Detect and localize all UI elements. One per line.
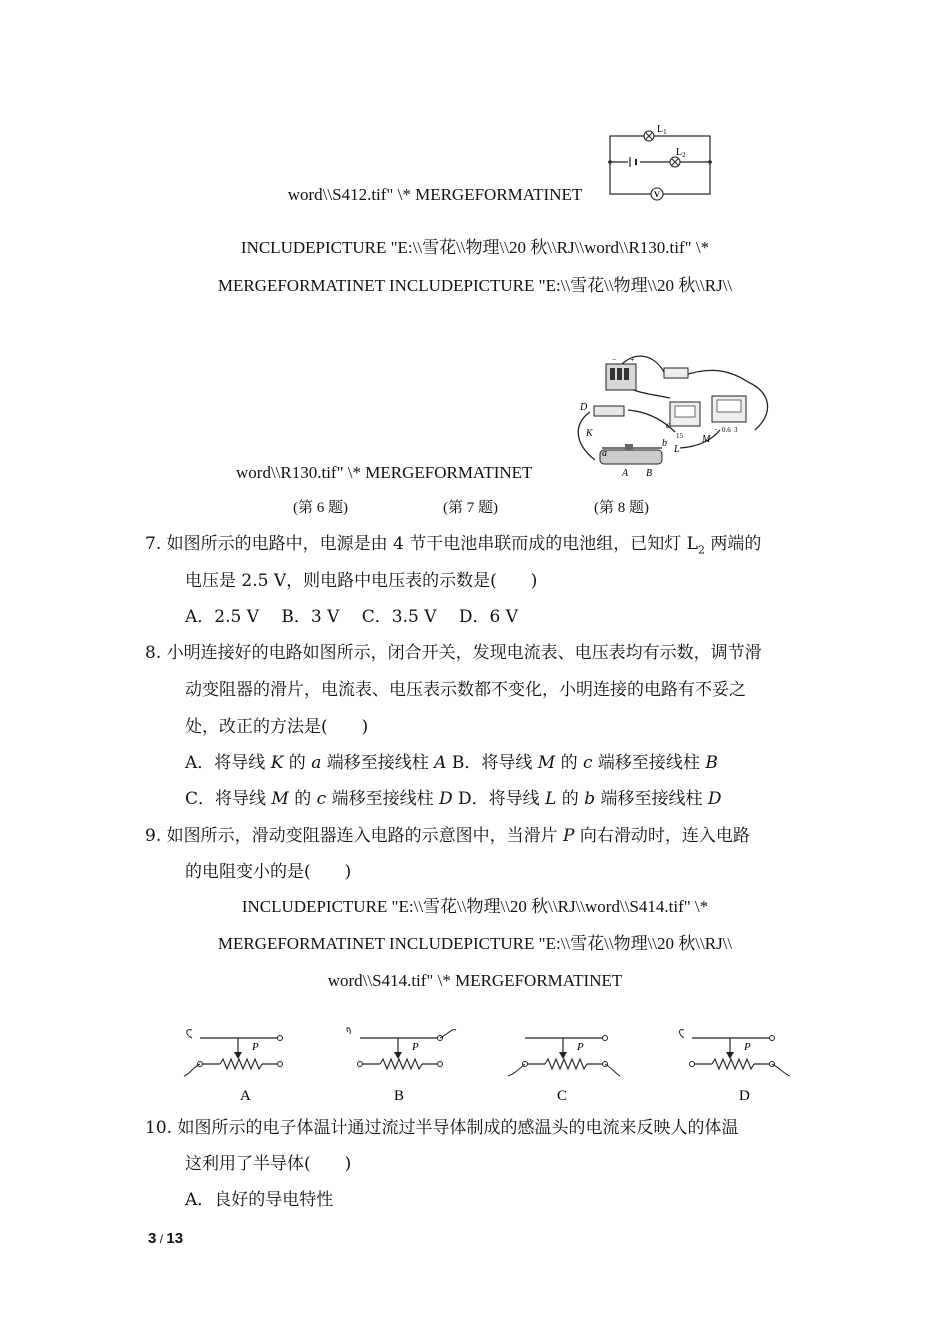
fig7-l2-label: $L_2$: [676, 147, 686, 159]
q10-stem-line-1: 10. 如图所示的电子体温计通过流过半导体制成的感温头的电流来反映人的体温: [145, 1118, 739, 1138]
rheostat-a-p: P: [252, 1041, 259, 1053]
rheostat-b: [347, 1028, 456, 1069]
q10-option-a: A．良好的导电特性: [185, 1190, 334, 1210]
rheostat-label-b: B: [394, 1088, 405, 1104]
q8-stem-line-2: 动变阻器的滑片，电流表、电压表示数都不变化，小明连接的电路有不妥之: [185, 680, 746, 700]
svg-text:3: 3: [734, 426, 738, 434]
q7-options: A．2.5 V B．3 V C．3.5 V D．6 V: [185, 607, 519, 627]
fig7-voltmeter-label: V: [654, 190, 660, 199]
q9-rheostat-figures: [180, 1022, 800, 1104]
field-code-line-3: MERGEFORMATINET INCLUDEPICTURE "E:\\雪花\\物理\\20 秋\\RJ\\: [217, 276, 733, 295]
svg-text:b: b: [662, 438, 667, 449]
q9-stem-line-2: 的电阻变小的是( ): [185, 862, 352, 882]
svg-text:D: D: [580, 402, 588, 413]
fig7-l1-label: $L_1$: [657, 124, 667, 136]
rheostat-label-a: A: [240, 1088, 251, 1104]
rheostat-label-d: D: [739, 1088, 750, 1104]
figure-8-circuit: [570, 352, 780, 480]
rheostat-label-c: C: [557, 1088, 568, 1104]
q8-options-cd: C．将导线 M 的 c 端移至接线柱 D D．将导线 L 的 b 端移至接线柱 D: [185, 789, 722, 809]
svg-text:c: c: [666, 420, 670, 430]
rheostat-c: [508, 1036, 620, 1077]
rheostat-d: [680, 1030, 791, 1076]
page-number: 3 / 13: [148, 1230, 184, 1247]
svg-text:A: A: [622, 468, 629, 479]
caption-q6: (第 6 题): [293, 500, 348, 516]
svg-text:L: L: [674, 444, 680, 455]
q9-stem-line-1: 9. 如图所示，滑动变阻器连入电路的示意图中，当滑片 P 向右滑动时，连入电路: [145, 826, 750, 846]
q10-stem-line-2: 这利用了半导体( ): [185, 1154, 352, 1174]
q8-stem-line-1: 8. 小明连接好的电路如图所示，闭合开关，发现电流表、电压表均有示数，调节滑: [145, 643, 762, 663]
svg-text:+: +: [630, 355, 635, 364]
svg-text:K: K: [586, 428, 593, 439]
svg-text:a: a: [602, 448, 607, 459]
rheostat-d-p: P: [744, 1041, 751, 1053]
field-code-line-2: INCLUDEPICTURE "E:\\雪花\\物理\\20 秋\\RJ\\word\\R130.tif" \*: [240, 238, 710, 257]
svg-text:−: −: [612, 355, 617, 364]
rheostat-c-p: P: [577, 1041, 584, 1053]
svg-text:0.6: 0.6: [722, 426, 731, 434]
q8-stem-line-3: 处，改正的方法是( ): [185, 717, 369, 737]
q7-stem-line-2: 电压是 2.5 V，则电路中电压表的示数是( ): [185, 571, 538, 591]
caption-q8: (第 8 题): [594, 500, 649, 516]
caption-q7: (第 7 题): [443, 500, 498, 516]
rheostat-b-p: P: [412, 1041, 419, 1053]
field-code-line-7: word\\S414.tif" \* MERGEFORMATINET: [327, 971, 623, 990]
q7-stem-line-1: 7. 如图所示的电路中，电源是由 4 节干电池串联而成的电池组，已知灯 $L_2$ 两端的: [145, 534, 762, 557]
field-code-line-4: word\\R130.tif" \* MERGEFORMATINET: [236, 463, 533, 482]
svg-text:B: B: [646, 468, 653, 479]
svg-text:−: −: [714, 426, 718, 434]
svg-text:15: 15: [676, 432, 683, 440]
svg-text:M: M: [702, 434, 711, 445]
field-code-line-1: word\\S412.tif" \* MERGEFORMATINET: [287, 185, 583, 204]
field-code-line-6: MERGEFORMATINET INCLUDEPICTURE "E:\\雪花\\物理\\20 秋\\RJ\\: [217, 934, 733, 953]
rheostat-a: [184, 1030, 283, 1076]
field-code-line-5: INCLUDEPICTURE "E:\\雪花\\物理\\20 秋\\RJ\\word\\S414.tif" \*: [241, 897, 709, 916]
q8-options-ab: A．将导线 K 的 a 端移至接线柱 A B．将导线 M 的 c 端移至接线柱 B: [185, 753, 718, 773]
